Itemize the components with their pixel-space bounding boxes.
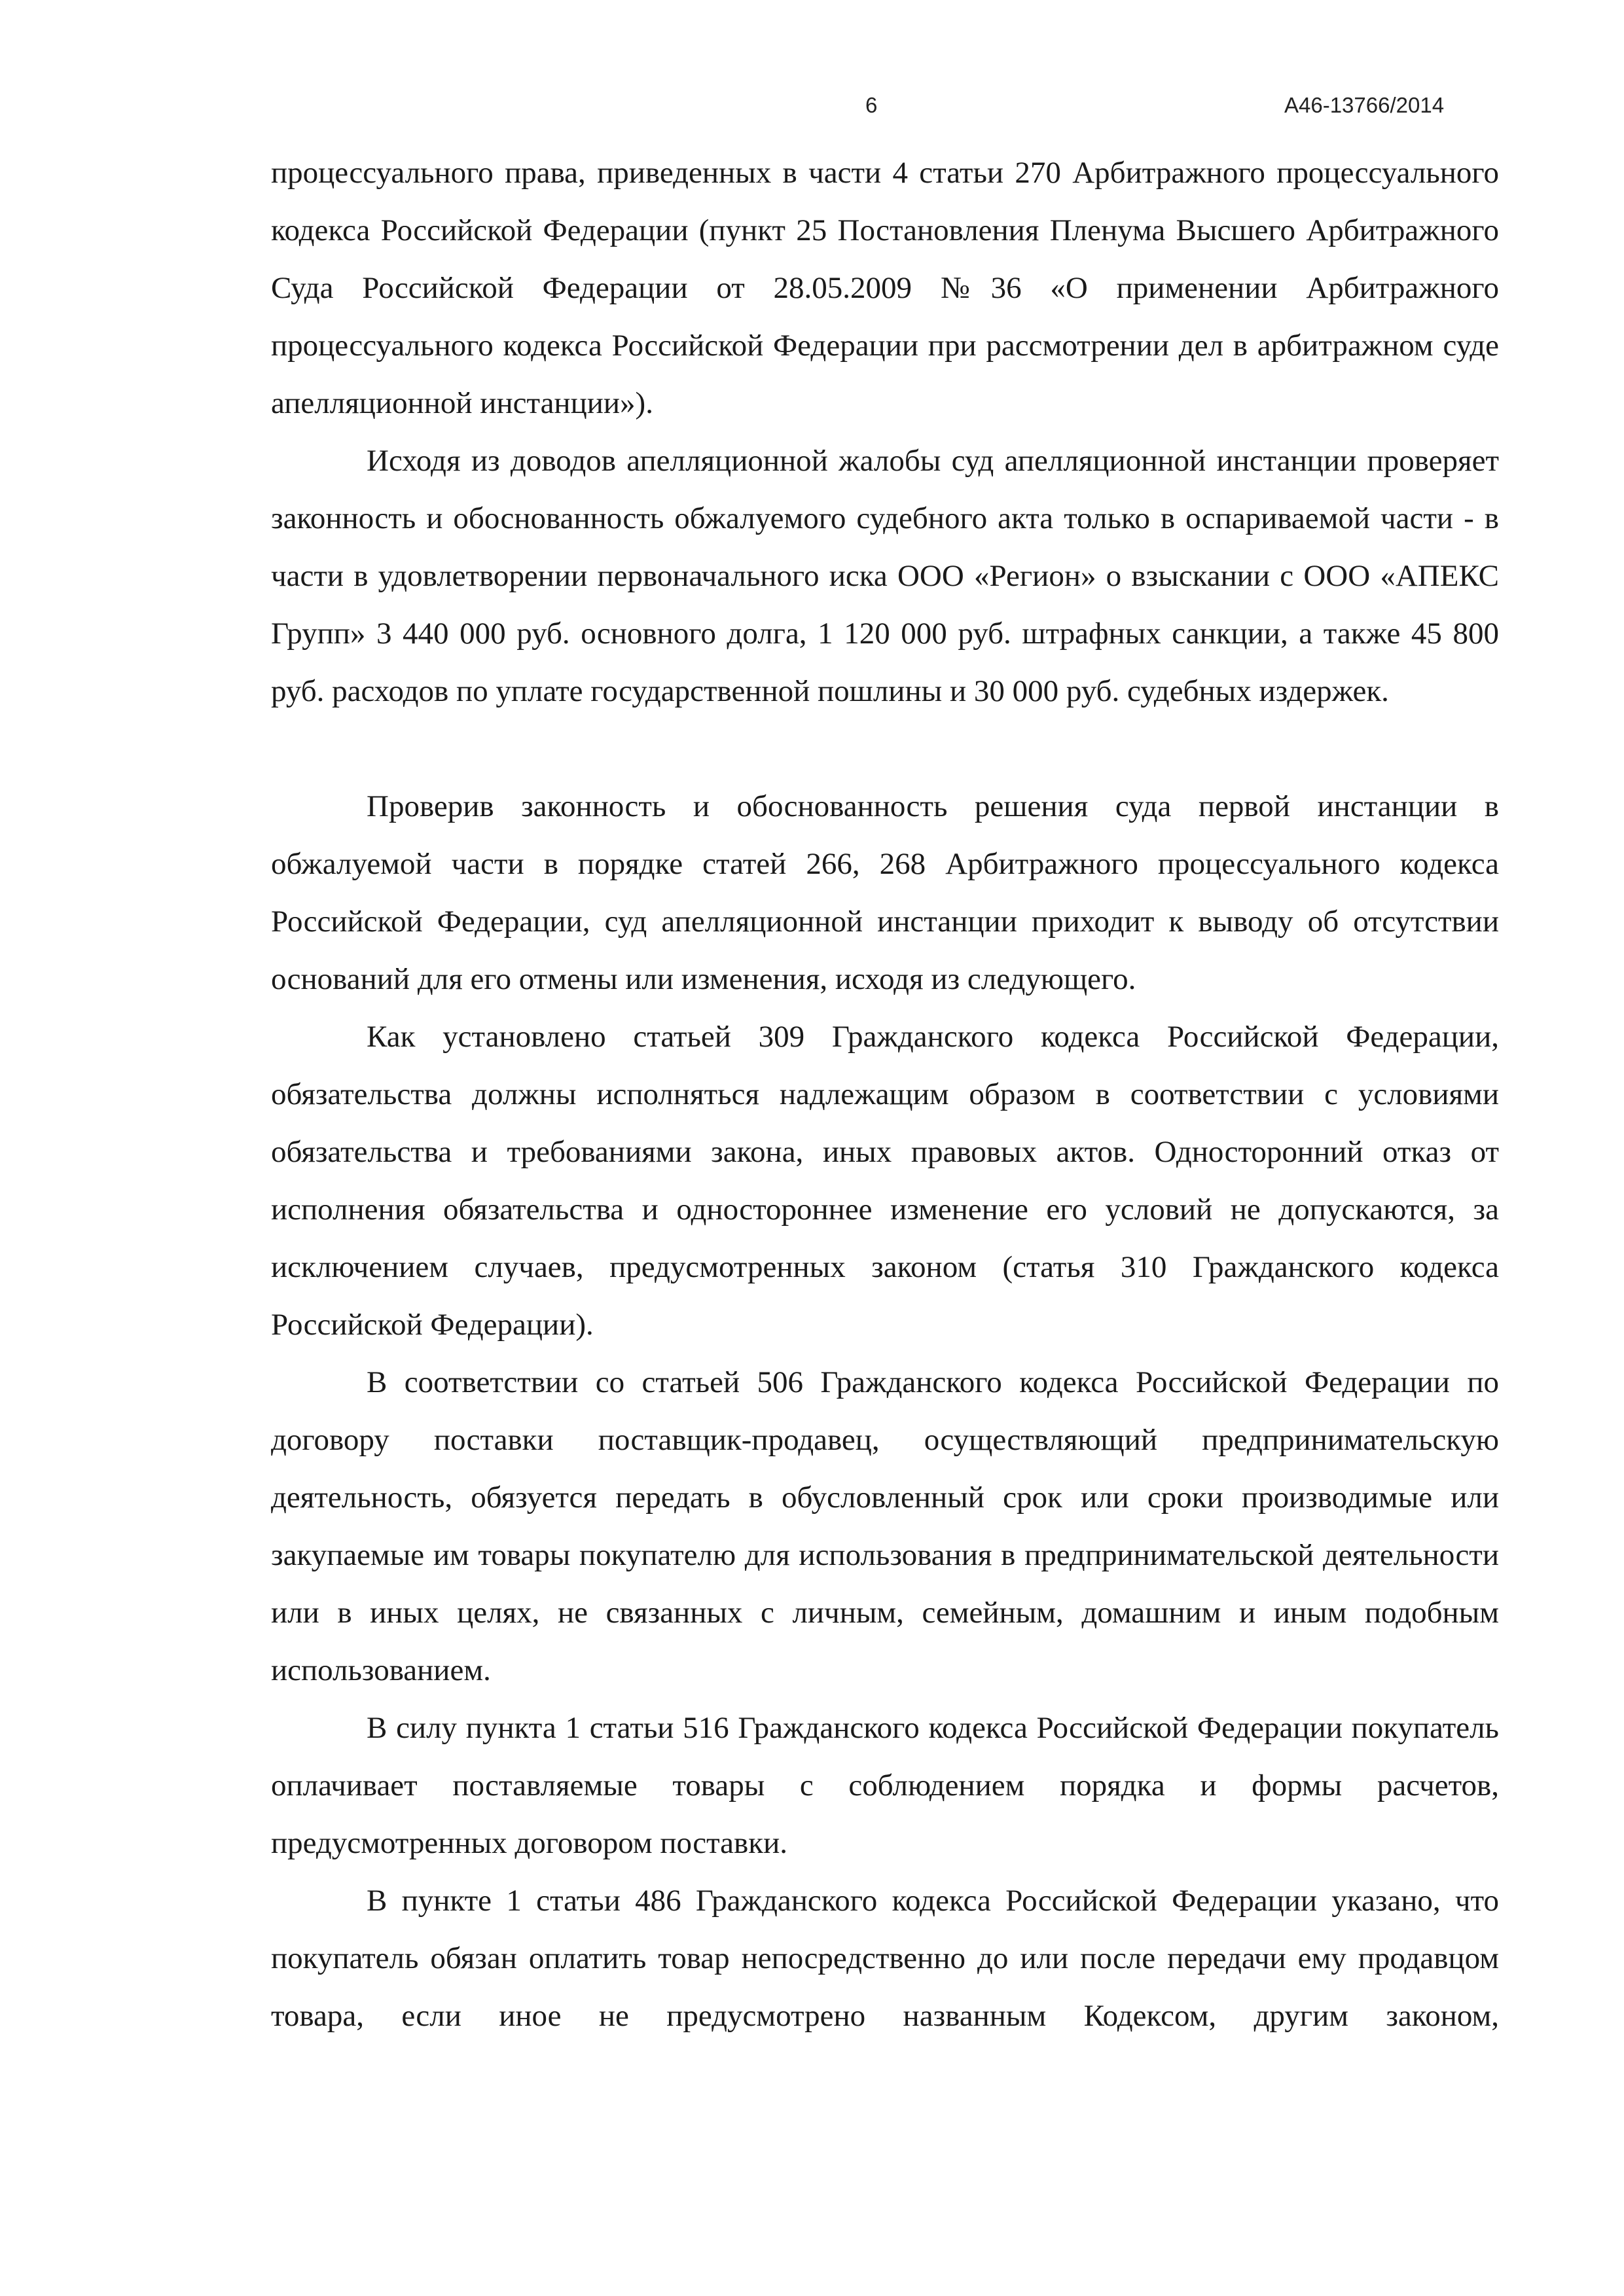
paragraph-article-486: В пункте 1 статьи 486 Гражданского кодекса Российской Федерации указано, что покупатель обязан оплатить товар непосредственно до или после передачи ему продавцом товара, если иное не предусмотрено названным Кодексом, другим законом, xyxy=(271,1884,1499,2033)
page-number: 6 xyxy=(865,93,878,117)
paragraph-appeal-scope: Исходя из доводов апелляционной жалобы суд апелляционной инстанции проверяет законность и обоснованность обжалуемого судебного акта только в оспариваемой части - в части в удовлетворении первоначального иска ООО «Регион» о взыскании с ООО «АПЕКС Групп» 3 440 000 руб. основного долга, 1 120 000 руб. штрафных санкции, а также 45 800 руб. расходов по уплате государственной пошлины и 30 000 руб. судебных издержек. xyxy=(271,444,1499,708)
paragraph-review-conclusion: Проверив законность и обоснованность решения суда первой инстанции в обжалуемой части в порядке статей 266, 268 Арбитражного процессуального кодекса Российской Федерации, суд апелляционной инстанции приходит к выводу об отсутствии оснований для его отмены или изменения, исходя из следующего. xyxy=(271,789,1499,996)
case-number: А46-13766/2014 xyxy=(1284,93,1445,117)
page-header xyxy=(0,93,1624,126)
paragraph-article-516: В силу пункта 1 статьи 516 Гражданского кодекса Российской Федерации покупатель оплачивает поставляемые товары с соблюдением порядка и формы расчетов, предусмотренных договором поставки. xyxy=(271,1711,1499,1860)
document-body xyxy=(271,144,1499,2045)
paragraph-article-506: В соответствии со статьей 506 Гражданского кодекса Российской Федерации по договору поставки поставщик-продавец, осуществляющий предпринимательскую деятельность, обязуется передать в обусловленный срок или сроки производимые или закупаемые им товары покупателю для использования в предпринимательской деятельности или в иных целях, не связанных с личным, семейным, домашним и иным подобным использованием. xyxy=(271,1365,1499,1687)
paragraph-article-309: Как установлено статьей 309 Гражданского кодекса Российской Федерации, обязательства должны исполняться надлежащим образом в соответствии с условиями обязательства и требованиями закона, иных правовых актов. Односторонний отказ от исполнения обязательства и одностороннее изменение его условий не допускаются, за исключением случаев, предусмотренных законом (статья 310 Гражданского кодекса Российской Федерации). xyxy=(271,1020,1499,1342)
paragraph-continuation: процессуального права, приведенных в части 4 статьи 270 Арбитражного процессуального кодекса Российской Федерации (пункт 25 Постановления Пленума Высшего Арбитражного Суда Российской Федерации от 28.05.2009 №36 «О применении Арбитражного процессуального кодекса Российской Федерации при рассмотрении дел в арбитражном суде апелляционной инстанции»). xyxy=(271,156,1499,420)
